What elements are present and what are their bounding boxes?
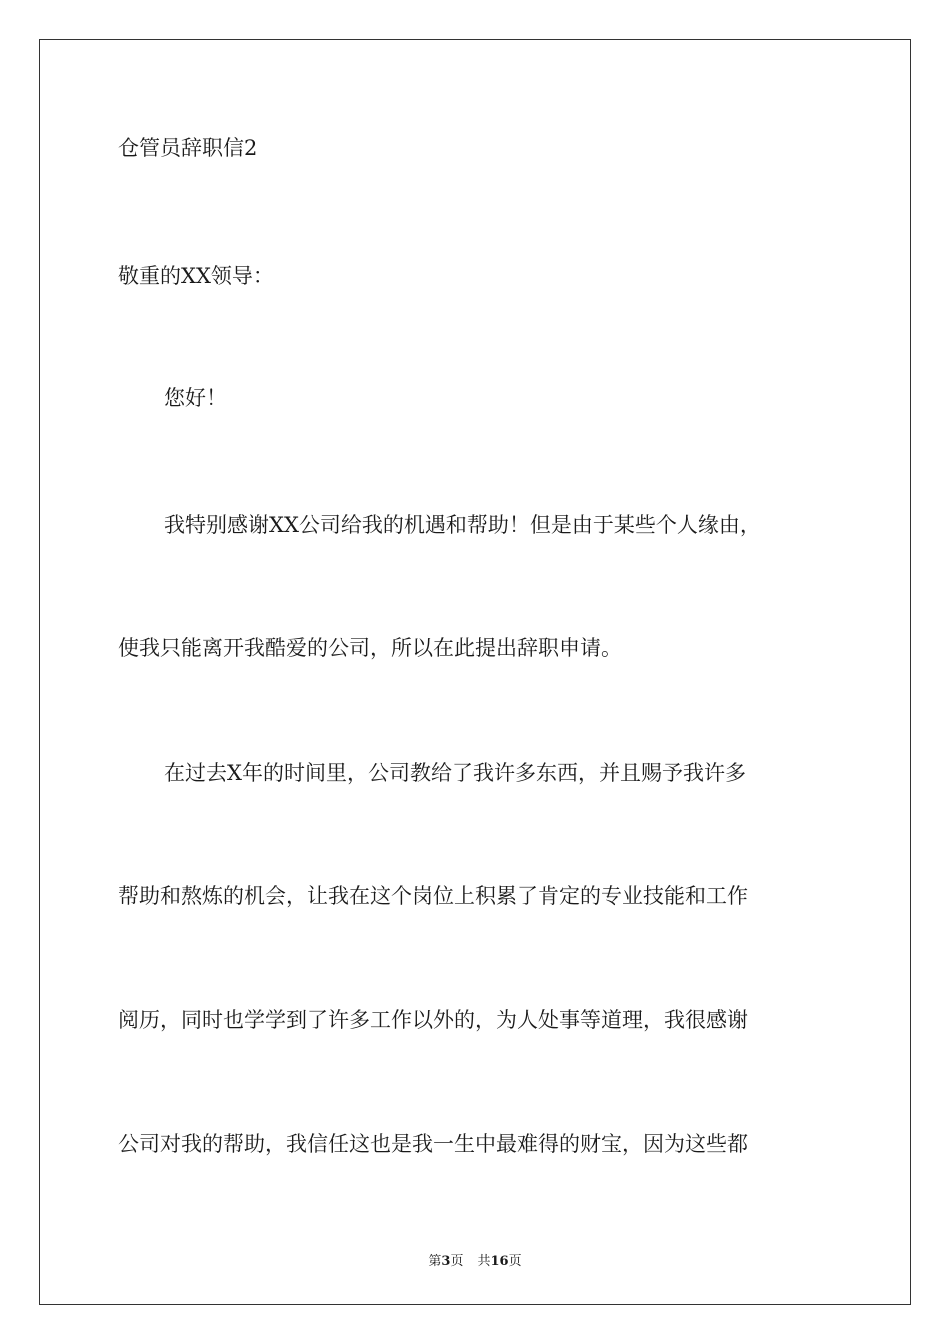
current-page-number: 3 [441, 1254, 451, 1269]
total-prefix: 共 [477, 1254, 491, 1269]
body-line-4: 帮助和熬炼的机会，让我在这个岗位上积累了肯定的专业技能和工作 [118, 884, 748, 908]
body-line-2: 使我只能离开我酷爱的公司，所以在此提出辞职申请。 [118, 636, 622, 660]
total-pages-number: 16 [490, 1254, 509, 1269]
page-footer [0, 1250, 950, 1269]
page-suffix: 页 [450, 1254, 464, 1269]
page-prefix: 第 [428, 1254, 442, 1269]
salutation: 敬重的XX领导： [118, 264, 274, 288]
body-line-1: 我特别感谢XX公司给我的机遇和帮助！但是由于某些个人缘由， [164, 513, 761, 537]
document-title: 仓管员辞职信2 [118, 136, 258, 160]
total-suffix: 页 [508, 1254, 522, 1269]
greeting: 您好！ [164, 386, 227, 410]
body-line-3: 在过去X年的时间里，公司教给了我许多东西，并且赐予我许多 [164, 761, 746, 785]
body-line-5: 阅历，同时也学学到了许多工作以外的，为人处事等道理，我很感谢 [118, 1008, 748, 1032]
page-border [39, 39, 911, 1305]
body-line-6: 公司对我的帮助，我信任这也是我一生中最难得的财宝，因为这些都 [118, 1132, 748, 1156]
